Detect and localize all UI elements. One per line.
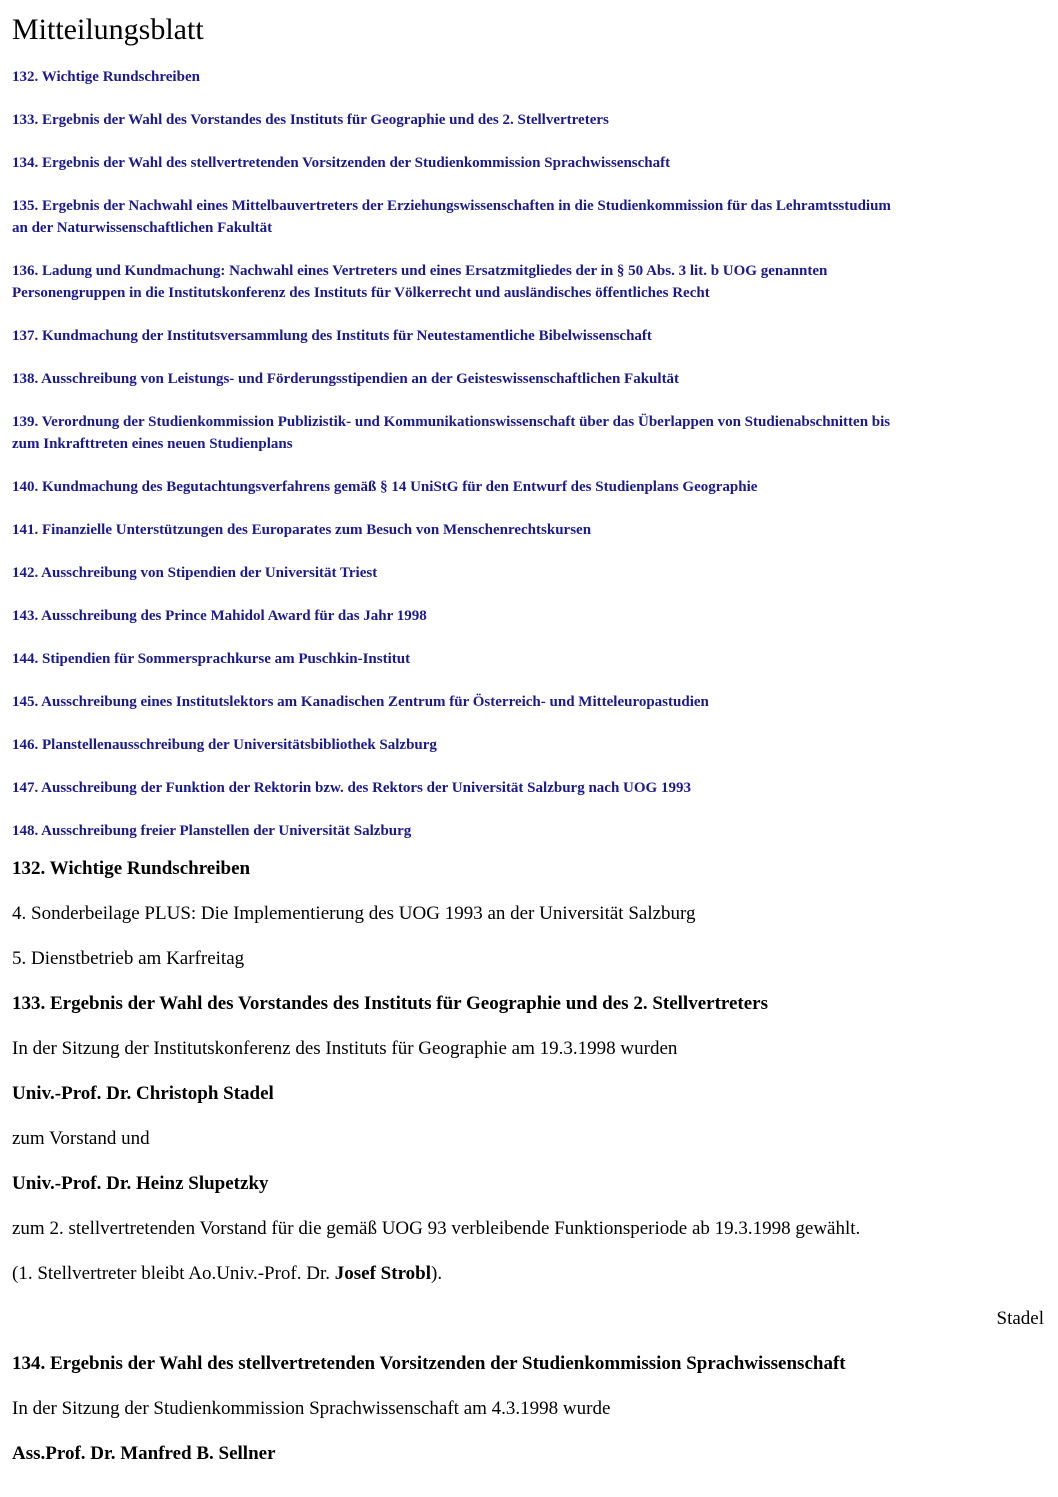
toc-link-147[interactable]: 147. Ausschreibung der Funktion der Rektorin bzw. des Rektors der Universität Salzburg nach UOG 1993 [12, 780, 691, 796]
paragraph: In der Sitzung der Institutskonferenz des Instituts für Geographie am 19.3.1998 wurden [12, 1038, 678, 1059]
paragraph: 5. Dienstbetrieb am Karfreitag [12, 948, 245, 969]
paragraph-text: ). [431, 1263, 443, 1284]
paragraph: zum 2. stellvertretenden Vorstand für die gemäß UOG 93 verbleibende Funktionsperiode ab 19.3.1998 gewählt. [12, 1218, 861, 1239]
elected-person-name: Univ.-Prof. Dr. Heinz Slupetzky [12, 1173, 269, 1194]
toc-link-132[interactable]: 132. Wichtige Rundschreiben [12, 69, 200, 85]
section-heading: 134. Ergebnis der Wahl des stellvertretenden Vorsitzenden der Studienkommission Sprachwissenschaft [12, 1353, 846, 1374]
toc-link-134[interactable]: 134. Ergebnis der Wahl des stellvertretenden Vorsitzenden der Studienkommission Sprachwissenschaft [12, 155, 671, 171]
toc-link-137[interactable]: 137. Kundmachung der Institutsversammlung des Instituts für Neutestamentliche Bibelwissenschaft [12, 328, 652, 344]
section-heading: 133. Ergebnis der Wahl des Vorstandes des Instituts für Geographie und des 2. Stellvertreters [12, 993, 769, 1014]
person-name: Josef Strobl [334, 1263, 431, 1284]
section-132 [12, 856, 1044, 972]
table-of-contents [12, 66, 1044, 863]
toc-link-142[interactable]: 142. Ausschreibung von Stipendien der Universität Triest [12, 565, 378, 581]
toc-link-140[interactable]: 140. Kundmachung des Begutachtungsverfahrens gemäß § 14 UniStG für den Entwurf des Studienplans Geographie [12, 479, 758, 495]
document-content [12, 856, 1044, 1486]
toc-link-141[interactable]: 141. Finanzielle Unterstützungen des Europarates zum Besuch von Menschenrechtskursen [12, 522, 592, 538]
signature: Stadel [996, 1308, 1044, 1329]
toc-link-144[interactable]: 144. Stipendien für Sommersprachkurse am Puschkin-Institut [12, 651, 411, 667]
toc-link-139[interactable]: 139. Verordnung der Studienkommission Publizistik- und Kommunikationswissenschaft über das Überlappen von Studienabschnitten bis zum Inkrafttreten eines neuen Studienplans [12, 414, 891, 452]
section-133 [12, 991, 1044, 1332]
page-title: Mitteilungsblatt [12, 13, 204, 46]
toc-link-145[interactable]: 145. Ausschreibung eines Institutslektors am Kanadischen Zentrum für Österreich- und Mitteleuropastudien [12, 694, 709, 710]
elected-person-name: Univ.-Prof. Dr. Christoph Stadel [12, 1083, 274, 1104]
paragraph: zum Vorstand und [12, 1128, 150, 1149]
elected-person-name: Ass.Prof. Dr. Manfred B. Sellner [12, 1443, 276, 1464]
toc-link-135[interactable]: 135. Ergebnis der Nachwahl eines Mittelbauvertreters der Erziehungswissenschaften in die Studienkommission für das Lehramtsstudium an der Naturwissenschaftlichen Fakultät [12, 198, 891, 236]
paragraph: In der Sitzung der Studienkommission Sprachwissenschaft am 4.3.1998 wurde [12, 1398, 611, 1419]
toc-link-136[interactable]: 136. Ladung und Kundmachung: Nachwahl eines Vertreters und eines Ersatzmitgliedes der in § 50 Abs. 3 lit. b UOG genannten Personengruppen in die Institutskonferenz des Instituts für Völkerrecht und ausländisches öffentliches Recht [12, 263, 828, 301]
toc-link-133[interactable]: 133. Ergebnis der Wahl des Vorstandes des Instituts für Geographie und des 2. Stellvertreters [12, 112, 609, 128]
paragraph: 4. Sonderbeilage PLUS: Die Implementierung des UOG 1993 an der Universität Salzburg [12, 903, 696, 924]
paragraph-text: (1. Stellvertreter bleibt Ao.Univ.-Prof. Dr. [12, 1263, 335, 1284]
section-heading: 132. Wichtige Rundschreiben [12, 858, 251, 879]
section-134 [12, 1351, 1044, 1467]
toc-link-148[interactable]: 148. Ausschreibung freier Planstellen der Universität Salzburg [12, 823, 412, 839]
toc-link-138[interactable]: 138. Ausschreibung von Leistungs- und Förderungsstipendien an der Geisteswissenschaftlichen Fakultät [12, 371, 680, 387]
paragraph [12, 1261, 1044, 1287]
toc-link-143[interactable]: 143. Ausschreibung des Prince Mahidol Award für das Jahr 1998 [12, 608, 427, 624]
toc-link-146[interactable]: 146. Planstellenausschreibung der Universitätsbibliothek Salzburg [12, 737, 437, 753]
